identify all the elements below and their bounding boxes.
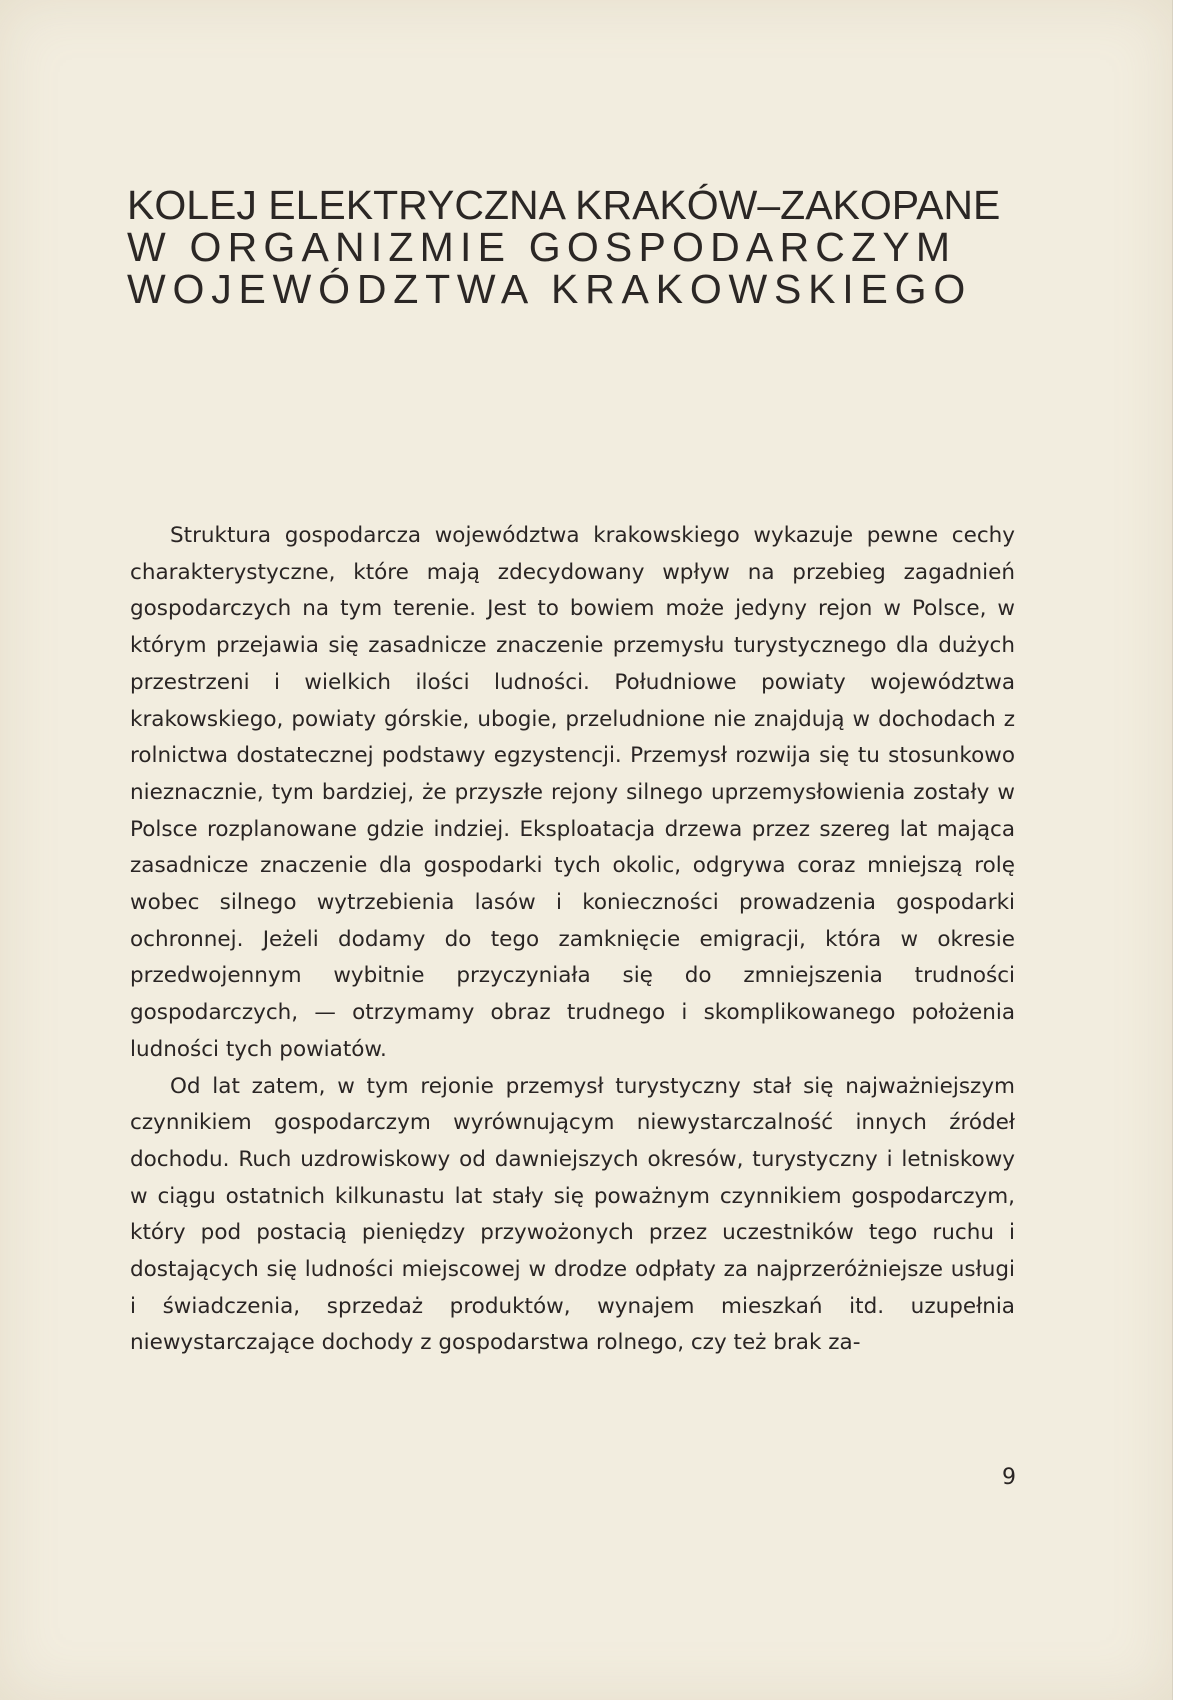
paragraph-2: Od lat zatem, w tym rejonie przemysł turystyczny stał się najważniejszym czynnikiem gospodarczym wyrównującym niewystarczalność innych źródeł dochodu. Ruch uzdrowiskowy od dawniejszych okresów, turystyczny i letniskowy w ciągu ostatnich kilkunastu lat stały się poważnym czynnikiem gospodarczym, który pod postacią pieniędzy przywożonych przez uczestników tego ruchu i dostających się ludności miejscowej w drodze odpłaty za najprzeróżniejsze usługi i świadczenia, sprzedaż produktów, wynajem mieszkań itd. uzupełnia niewystarczające dochody z gospodarstwa rolnego, czy też brak za- — [130, 1073, 1015, 1356]
chapter-title — [127, 184, 1017, 310]
page-number: 9 — [1002, 1465, 1016, 1490]
page-edge — [1172, 0, 1199, 1700]
title-line-2: W ORGANIZMIE GOSPODARCZYM — [127, 224, 957, 270]
body-text — [130, 518, 1015, 1362]
title-line-1: KOLEJ ELEKTRYCZNA KRAKÓW–ZAKOPANE — [127, 182, 1001, 228]
paragraph-1: Struktura gospodarcza województwa krakowskiego wykazuje pewne cechy charakterystyczne, które mają zdecydowany wpływ na przebieg zagadnień gospodarczych na tym terenie. Jest to bowiem może jedyny rejon w Polsce, w którym przejawia się zasadnicze znaczenie przemysłu turystycznego dla dużych przestrzeni i wielkich ilości ludności. Południowe powiaty województwa krakowskiego, powiaty górskie, ubogie, przeludnione nie znajdują w dochodach z rolnictwa dostatecznej podstawy egzystencji. Przemysł rozwija się tu stosunkowo nieznacznie, tym bardziej, że przyszłe rejony silnego uprzemysłowienia zostały w Polsce rozplanowane gdzie indziej. Eksploatacja drzewa przez szereg lat mająca zasadnicze znaczenie dla gospodarki tych okolic, odgrywa coraz mniejszą rolę wobec silnego wytrzebienia lasów i konieczności prowadzenia gospodarki ochronnej. Jeżeli dodamy do tego zamknięcie emigracji, która w okresie przedwojennym wybitnie przyczyniała się do zmniejszenia trudności gospodarczych, — otrzymamy obraz trudnego i skomplikowanego położenia ludności tych powiatów. — [130, 523, 1015, 1062]
title-line-3: WOJEWÓDZTWA KRAKOWSKIEGO — [127, 266, 973, 312]
